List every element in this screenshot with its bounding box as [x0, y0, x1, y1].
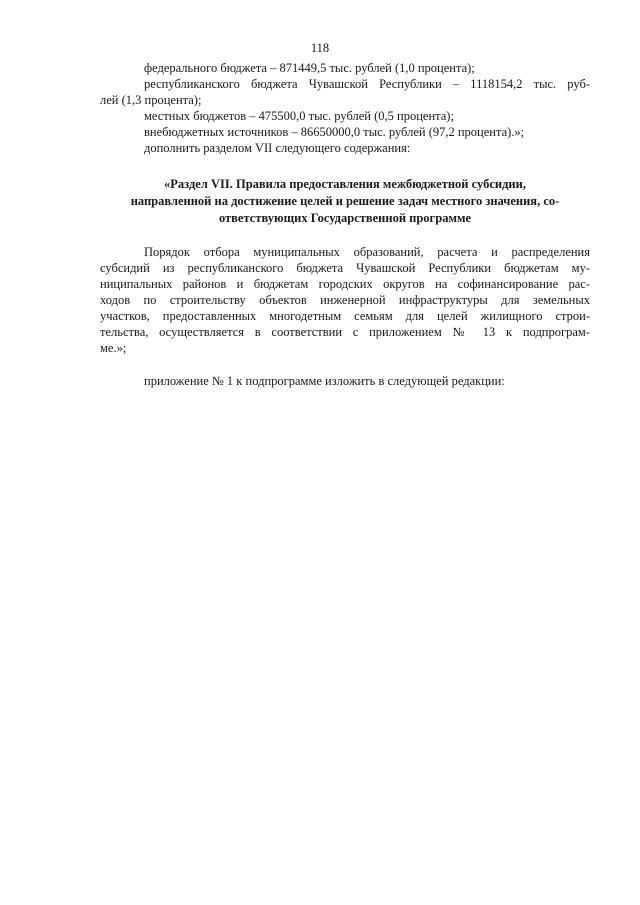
funding-list	[100, 60, 590, 156]
republic-budget-line: республиканского бюджета Чувашской Республики – 1118154,2 тыс. руб-	[144, 77, 590, 91]
document-body	[100, 60, 590, 389]
paragraph-line-1: Порядок отбора муниципальных образований, расчета и распределения	[144, 245, 590, 259]
paragraph-line-4: ходов по строительству объектов инженерной инфраструктуры для земельных	[100, 293, 590, 307]
page-number: 118	[310, 41, 330, 55]
section-heading-line-3: ответствующих Государственной программе	[218, 211, 472, 225]
paragraph-line-2: субсидий из республиканского бюджета Чувашской Республики бюджетам му-	[100, 261, 590, 275]
extrabudgetary-line: внебюджетных источников – 86650000,0 тыс. рублей (97,2 процента).»;	[144, 125, 525, 139]
federal-budget-line: федерального бюджета – 871449,5 тыс. рублей (1,0 процента);	[144, 61, 475, 75]
republic-budget-line-cont: лей (1,3 процента);	[100, 93, 202, 107]
paragraph-line-3: ниципальных районов и бюджетам городских округов на софинансирование рас-	[100, 277, 590, 291]
local-budget-line: местных бюджетов – 475500,0 тыс. рублей (0,5 процента);	[144, 109, 454, 123]
paragraph-line-5: участков, предоставленных многодетным семьям для целей жилищного строи-	[100, 309, 590, 323]
paragraph-line-7: ме.»;	[100, 341, 127, 355]
procedure-paragraph	[100, 244, 590, 356]
paragraph-line-6: тельства, осуществляется в соответствии с приложением № 13 к подпрограм-	[100, 325, 590, 339]
section-heading	[100, 176, 590, 227]
section-heading-line-2: направленной на достижение целей и решение задач местного значения, со-	[130, 194, 560, 208]
section-heading-line-1: «Раздел VII. Правила предоставления межбюджетной субсидии,	[164, 177, 526, 191]
closing-line: приложение № 1 к подпрограмме изложить в следующей редакции:	[144, 374, 505, 388]
add-section-line: дополнить разделом VII следующего содержания:	[144, 141, 411, 155]
closing-instruction	[100, 373, 590, 389]
